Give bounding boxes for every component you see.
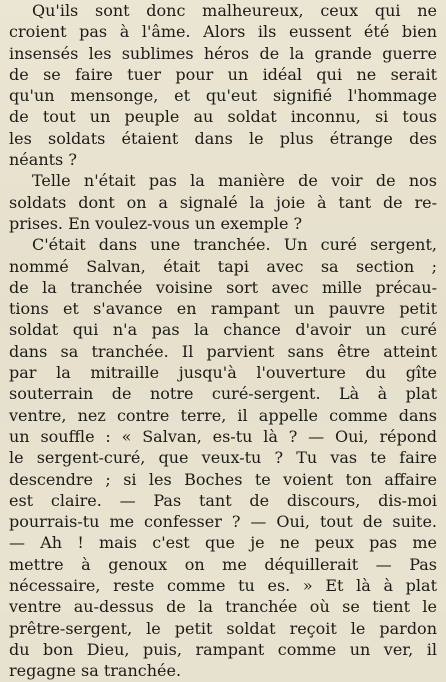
text-line: nécessaire, reste comme tu es. » Et là à plat <box>9 576 437 596</box>
text-line: regagne sa tranchée. <box>9 661 182 681</box>
text-line: du bon Dieu, puis, rampant comme un ver, il <box>9 639 437 659</box>
article-column <box>9 0 437 682</box>
text-line: insensés les sublimes héros de la grande guerre <box>9 43 437 63</box>
text-line: de tout un peuple au soldat inconnu, si tous <box>9 107 437 127</box>
text-line: mettre à genoux on me déquillerait — Pas <box>9 554 437 574</box>
text-line: pourrais-tu me confesser ? — Oui, tout de suite. <box>9 512 437 532</box>
text-line: — Ah ! mais c'est que je ne peux pas me <box>9 533 437 553</box>
text-line: les soldats étaient dans le plus étrange des <box>9 128 437 148</box>
paragraph-2 <box>9 170 437 234</box>
text-line: Qu'ils sont donc malheureux, ceux qui ne <box>32 1 437 20</box>
text-line: descendre ; si les Boches te voient ton affaire <box>9 469 437 489</box>
text-line: prêtre-sergent, le petit soldat reçoit le pardon <box>9 618 437 638</box>
text-line: néants ? <box>9 150 77 170</box>
text-line: souterrain de notre curé-sergent. Là à plat <box>9 384 437 404</box>
text-line: le sergent-curé, que veux-tu ? Tu vas te faire <box>9 448 437 468</box>
text-line: nommé Salvan, était tapi avec sa section ; <box>9 256 437 276</box>
text-line: un souffle : « Salvan, es-tu là ? — Oui, répond <box>9 426 437 446</box>
text-line: de la tranchée voisine sort avec mille précau- <box>9 277 437 297</box>
text-line: de se faire tuer pour un idéal qui ne serait <box>9 64 437 84</box>
text-line: dans sa tranchée. Il parvient sans être atteint <box>9 341 437 361</box>
text-line: qu'un mensonge, et qu'eut signifié l'hommage <box>9 86 437 106</box>
text-line: Telle n'était pas la manière de voir de nos <box>32 171 437 191</box>
text-line: soldat qui n'a pas la chance d'avoir un curé <box>9 320 437 340</box>
text-line: est claire. — Pas tant de discours, dis-moi <box>9 490 437 510</box>
text-line: ventre au-dessus de la tranchée où se tient le <box>9 597 437 617</box>
text-line: croient pas à l'âme. Alors ils eussent été bien <box>9 22 437 42</box>
text-line: prises. En voulez-vous un exemple ? <box>9 213 303 233</box>
text-line: par la mitraille jusqu'à l'ouverture du gîte <box>9 363 437 383</box>
text-line: tions et s'avance en rampant un pauvre petit <box>9 299 437 319</box>
paragraph-1 <box>9 0 437 170</box>
text-line: C'était dans une tranchée. Un curé sergent, <box>32 235 437 255</box>
text-line: soldats dont on a signalé la joie à tant de re- <box>9 192 437 212</box>
text-line: ventre, nez contre terre, il appelle comme dans <box>9 405 437 425</box>
paragraph-3 <box>9 234 437 681</box>
